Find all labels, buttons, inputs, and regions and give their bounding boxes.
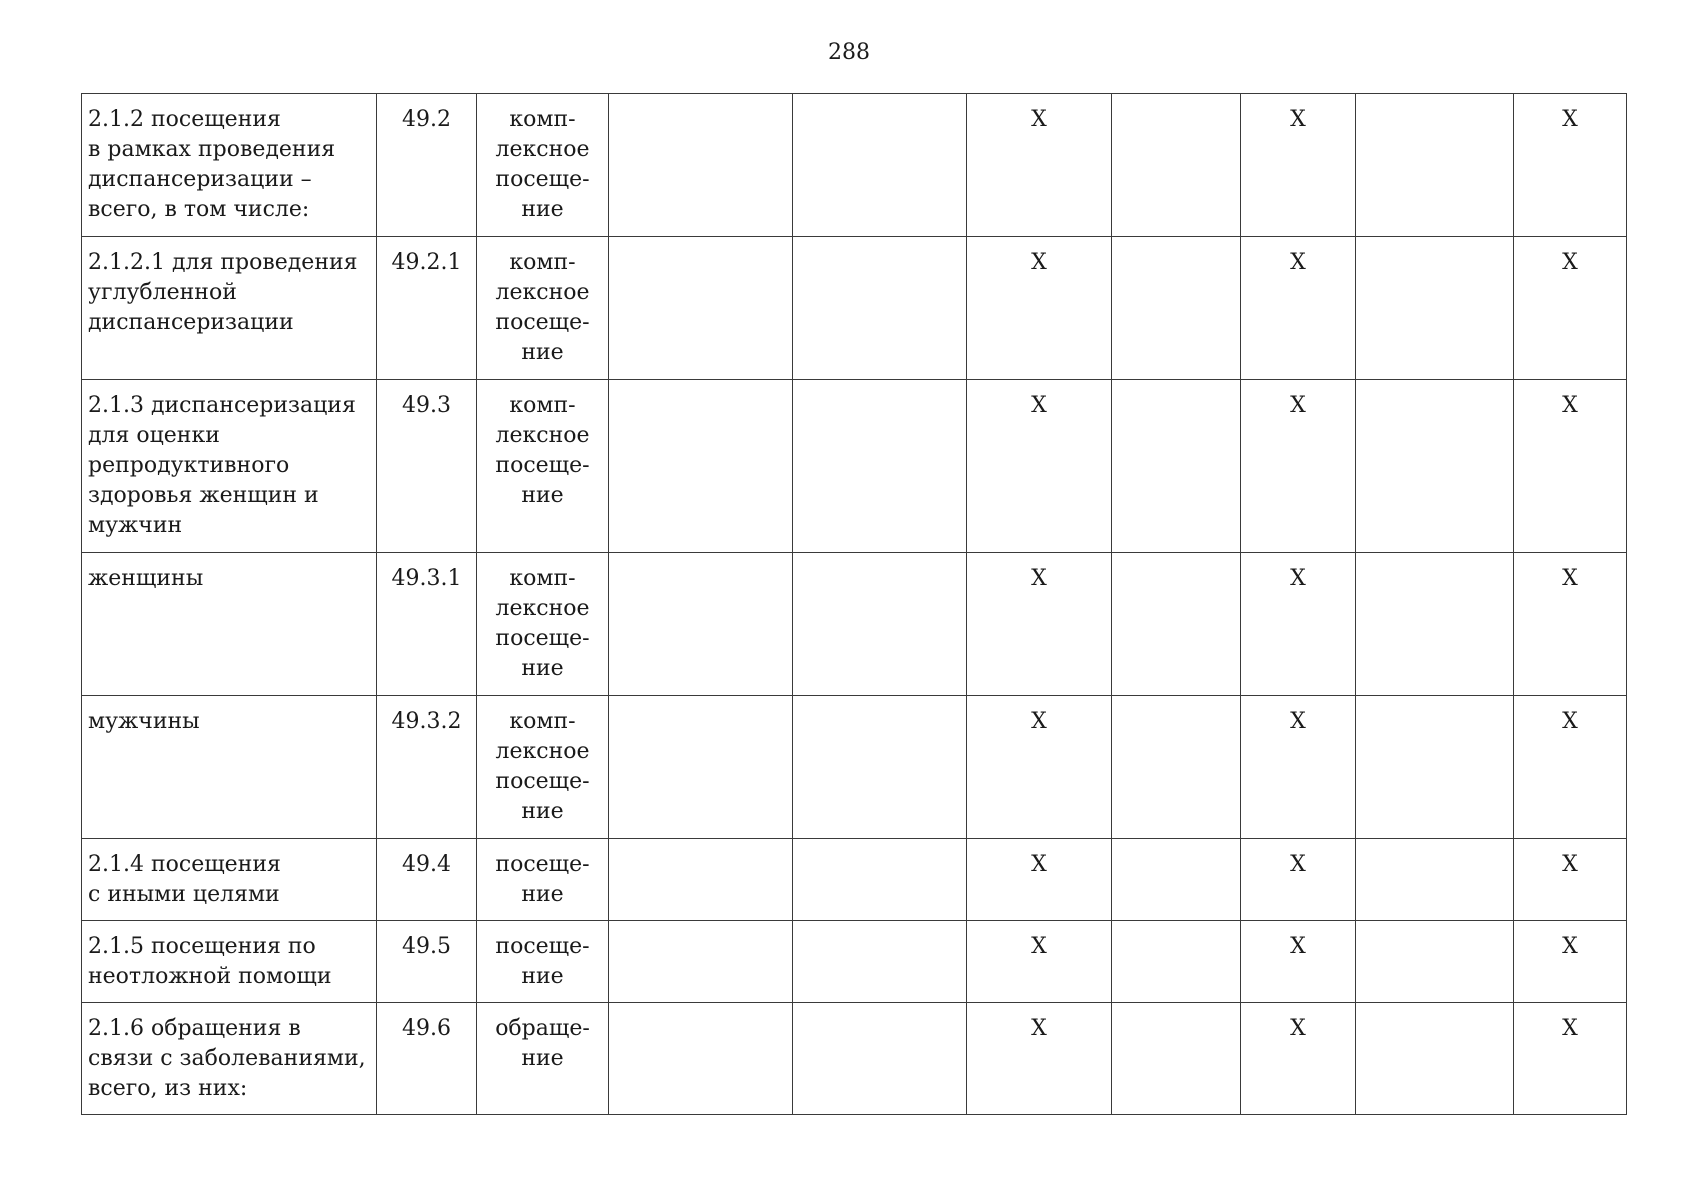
table-row <box>82 839 1627 921</box>
x-mark-cell: X <box>1514 696 1627 839</box>
row-name-cell: мужчины <box>82 696 377 839</box>
x-mark-cell: X <box>1241 237 1356 380</box>
x-mark-cell: X <box>1514 839 1627 921</box>
x-mark-cell: X <box>1241 380 1356 553</box>
empty-cell <box>609 839 793 921</box>
empty-cell <box>793 921 967 1003</box>
x-mark-cell: X <box>967 237 1112 380</box>
row-code-cell: 49.3.2 <box>377 696 477 839</box>
empty-cell <box>1112 839 1241 921</box>
empty-cell <box>1112 696 1241 839</box>
table-body <box>82 94 1627 1115</box>
row-name-cell: 2.1.4 посещения с иными целями <box>82 839 377 921</box>
row-code-cell: 49.2.1 <box>377 237 477 380</box>
x-mark-cell: X <box>967 1003 1112 1115</box>
empty-cell <box>793 553 967 696</box>
empty-cell <box>609 696 793 839</box>
row-code-cell: 49.2 <box>377 94 477 237</box>
empty-cell <box>609 380 793 553</box>
empty-cell <box>1356 696 1514 839</box>
table-row <box>82 1003 1627 1115</box>
x-mark-cell: X <box>1241 553 1356 696</box>
empty-cell <box>1356 553 1514 696</box>
empty-cell <box>1356 380 1514 553</box>
empty-cell <box>609 237 793 380</box>
x-mark-cell: X <box>967 696 1112 839</box>
empty-cell <box>609 553 793 696</box>
x-mark-cell: X <box>967 380 1112 553</box>
empty-cell <box>1356 921 1514 1003</box>
row-code-cell: 49.5 <box>377 921 477 1003</box>
row-name-cell: 2.1.5 посещения по неотложной помощи <box>82 921 377 1003</box>
empty-cell <box>1356 237 1514 380</box>
table-row <box>82 553 1627 696</box>
page-number: 288 <box>828 40 870 65</box>
table-row <box>82 94 1627 237</box>
table-row <box>82 921 1627 1003</box>
empty-cell <box>609 94 793 237</box>
row-name-cell: 2.1.6 обращения в связи с заболеваниями, всего, из них: <box>82 1003 377 1115</box>
row-code-cell: 49.6 <box>377 1003 477 1115</box>
empty-cell <box>793 237 967 380</box>
row-name-cell: женщины <box>82 553 377 696</box>
empty-cell <box>1112 1003 1241 1115</box>
row-unit-cell: комп- лексное посеще- ние <box>477 553 609 696</box>
empty-cell <box>1356 1003 1514 1115</box>
row-unit-cell: комп- лексное посеще- ние <box>477 237 609 380</box>
table-row <box>82 696 1627 839</box>
empty-cell <box>793 696 967 839</box>
empty-cell <box>609 1003 793 1115</box>
row-code-cell: 49.4 <box>377 839 477 921</box>
empty-cell <box>793 839 967 921</box>
x-mark-cell: X <box>1514 94 1627 237</box>
empty-cell <box>793 1003 967 1115</box>
row-name-cell: 2.1.3 диспансеризация для оценки репродуктивного здоровья женщин и мужчин <box>82 380 377 553</box>
table-row <box>82 380 1627 553</box>
x-mark-cell: X <box>1514 237 1627 380</box>
x-mark-cell: X <box>1241 94 1356 237</box>
row-unit-cell: посеще- ние <box>477 839 609 921</box>
x-mark-cell: X <box>967 94 1112 237</box>
x-mark-cell: X <box>1241 696 1356 839</box>
table-row <box>82 237 1627 380</box>
empty-cell <box>1112 553 1241 696</box>
row-unit-cell: посеще- ние <box>477 921 609 1003</box>
row-unit-cell: комп- лексное посеще- ние <box>477 696 609 839</box>
row-unit-cell: комп- лексное посеще- ние <box>477 380 609 553</box>
empty-cell <box>1112 237 1241 380</box>
x-mark-cell: X <box>1514 380 1627 553</box>
row-code-cell: 49.3 <box>377 380 477 553</box>
x-mark-cell: X <box>1241 1003 1356 1115</box>
x-mark-cell: X <box>1514 553 1627 696</box>
x-mark-cell: X <box>1241 921 1356 1003</box>
indicator-table <box>81 93 1627 1115</box>
empty-cell <box>793 94 967 237</box>
empty-cell <box>793 380 967 553</box>
empty-cell <box>1356 839 1514 921</box>
row-unit-cell: обраще- ние <box>477 1003 609 1115</box>
x-mark-cell: X <box>1514 921 1627 1003</box>
row-name-cell: 2.1.2.1 для проведения углубленной диспансеризации <box>82 237 377 380</box>
empty-cell <box>1112 380 1241 553</box>
row-unit-cell: комп- лексное посеще- ние <box>477 94 609 237</box>
x-mark-cell: X <box>967 553 1112 696</box>
row-name-cell: 2.1.2 посещения в рамках проведения диспансеризации – всего, в том числе: <box>82 94 377 237</box>
empty-cell <box>609 921 793 1003</box>
row-code-cell: 49.3.1 <box>377 553 477 696</box>
x-mark-cell: X <box>1241 839 1356 921</box>
empty-cell <box>1112 921 1241 1003</box>
empty-cell <box>1356 94 1514 237</box>
empty-cell <box>1112 94 1241 237</box>
x-mark-cell: X <box>967 921 1112 1003</box>
x-mark-cell: X <box>1514 1003 1627 1115</box>
x-mark-cell: X <box>967 839 1112 921</box>
